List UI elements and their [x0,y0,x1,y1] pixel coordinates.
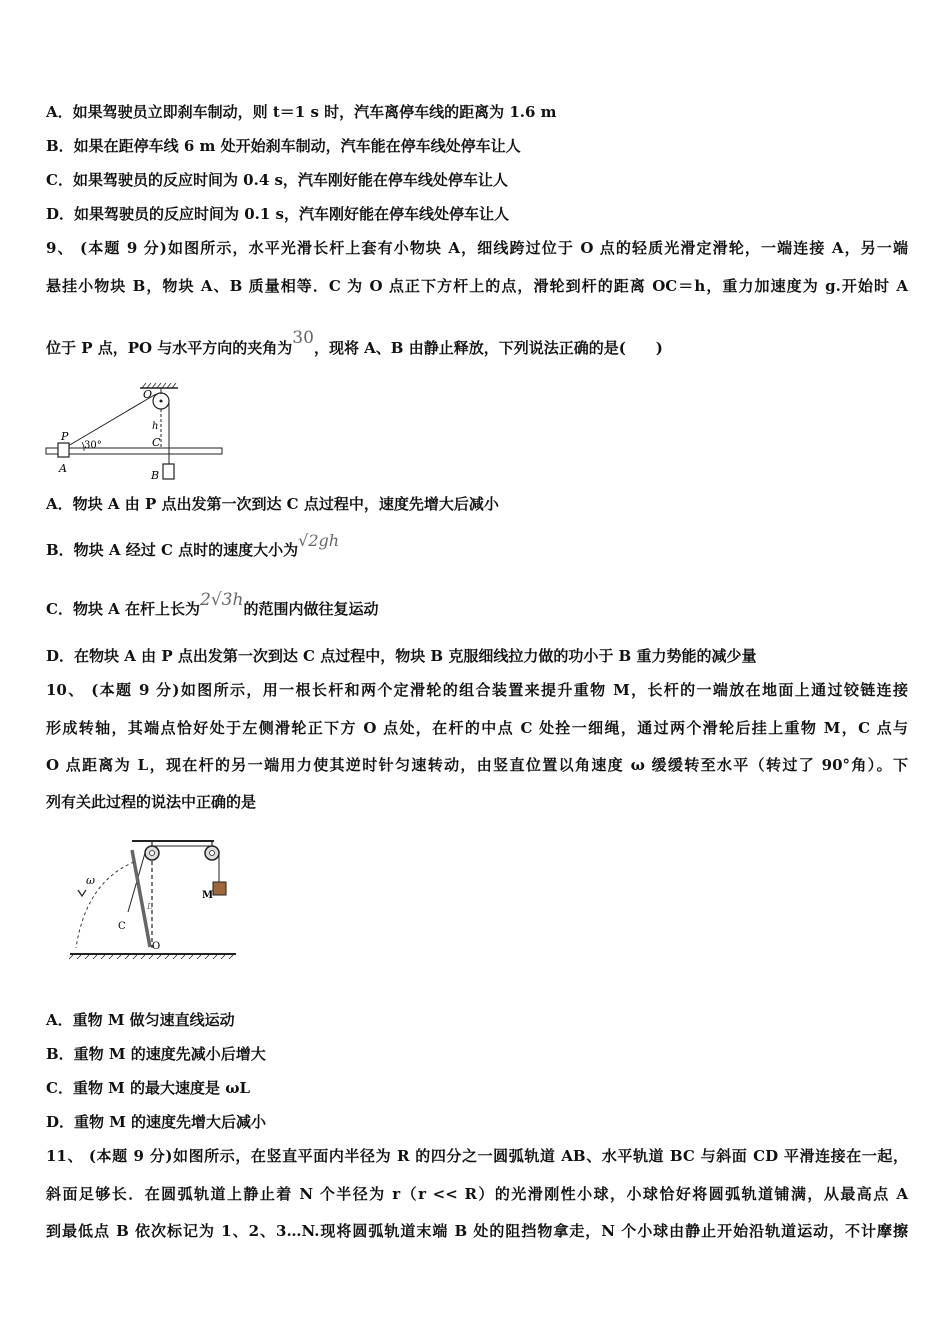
q10-option-b: B．重物 M 的速度先减小后增大 [46,1045,266,1063]
q8-option-c: C．如果驾驶员的反应时间为 0.4 s，汽车刚好能在停车线处停车让人 [46,171,508,189]
q9-angle-math: 30 [292,328,314,348]
q9-option-c-math: 2√3h [200,590,244,610]
q9-option-c [46,590,379,619]
q10-option-d: D．重物 M 的速度先增大后减小 [46,1113,267,1131]
q9-block-b [163,464,174,479]
q9-option-a: A．物块 A 由 P 点出发第一次到达 C 点过程中，速度先增大后减小 [46,495,499,513]
q9-option-b [46,531,340,560]
q9-stem-line3-a: 位于 P 点，PO 与水平方向的夹角为 [46,339,293,357]
q10-figure [66,832,242,964]
q8-option-b: B．如果在距停车线 6 m 处开始刹车制动，汽车能在停车线处停车让人 [46,137,521,155]
q9-option-c-text-b: 的范围内做往复运动 [243,600,379,618]
q9-label-p: P [61,430,69,443]
q9-label-o: O [143,388,153,401]
q11-stem-line2: 斜面足够长．在圆弧轨道上静止着 N 个半径为 r（r << R）的光滑刚性小球，小球恰好将圆弧轨道铺满，从最高点 A [46,1185,908,1203]
q11-stem-line3: 到最低点 B 依次标记为 1、2、3…N.现将圆弧轨道末端 B 处的阻挡物拿走，N 个小球由静止开始沿轨道运动，不计摩擦 [46,1222,908,1240]
q9-rod [46,448,222,454]
q9-figure [44,380,226,486]
q10-weight-m [213,882,226,895]
q9-option-b-math: √2gh [298,531,340,550]
q9-option-b-text: B．物块 A 经过 C 点时的速度大小为 [46,541,299,559]
q8-option-a: A．如果驾驶员立即刹车制动，则 t＝1 s 时，汽车离停车线的距离为 1.6 m [46,103,557,121]
q9-label-b: B [151,469,160,482]
q9-option-c-text: C．物块 A 在杆上长为 [46,600,201,618]
q10-label-c: C [118,921,126,932]
q10-label-o: O [152,941,161,952]
q9-stem-line1: 9、 (本题 9 分)如图所示，水平光滑长杆上套有小物块 A，细线跨过位于 O 点的轻质光滑定滑轮，一端连接 A，另一端 [46,239,908,257]
q9-stem-line2: 悬挂小物块 B，物块 A、B 质量相等．C 为 O 点正下方杆上的点，滑轮到杆的距离 OC＝h，重力加速度为 g.开始时 A [46,277,908,295]
q10-option-c: C．重物 M 的最大速度是 ωL [46,1079,251,1097]
q9-stem-line3-b: ，现将 A、B 由静止释放，下列说法正确的是( ) [313,339,663,357]
q9-label-h: h [152,421,159,432]
q10-stem-line3: O 点距离为 L，现在杆的另一端用力使其逆时针匀速转动，由竖直位置以角速度 ω 缓缓转至水平（转过了 90°角）。下 [46,756,908,774]
q9-block-a [58,443,69,457]
q10-rod [132,850,153,947]
q9-option-d: D．在物块 A 由 P 点出发第一次到达 C 点过程中，物块 B 克服细线拉力做的功小于 B 重力势能的减少量 [46,647,757,665]
q9-label-c: C [152,436,161,449]
q10-stem-line2: 形成转轴，其端点恰好处于左侧滑轮正下方 O 点处，在杆的中点 C 处拴一细绳，通过两个滑轮后挂上重物 M，C 点与 [46,719,908,737]
q10-stem-line4: 列有关此过程的说法中正确的是 [46,793,257,811]
q10-option-a: A．重物 M 做匀速直线运动 [46,1011,235,1029]
q9-stem-line3 [46,328,663,358]
q10-label-l: L [147,902,153,911]
q8-option-d: D．如果驾驶员的反应时间为 0.1 s，汽车刚好能在停车线处停车让人 [46,205,509,223]
q10-label-m: M [202,890,214,901]
q9-label-angle: 30° [84,440,102,451]
q10-stem-line1: 10、 (本题 9 分)如图所示，用一根长杆和两个定滑轮的组合装置来提升重物 M，长杆的一端放在地面上通过铰链连接 [46,681,908,699]
q10-label-omega: ω [86,874,95,887]
q9-label-a: A [59,462,67,475]
q11-stem-line1: 11、 (本题 9 分)如图所示，在竖直平面内半径为 R 的四分之一圆弧轨道 AB、水平轨道 BC 与斜面 CD 平滑连接在一起， [46,1147,908,1165]
